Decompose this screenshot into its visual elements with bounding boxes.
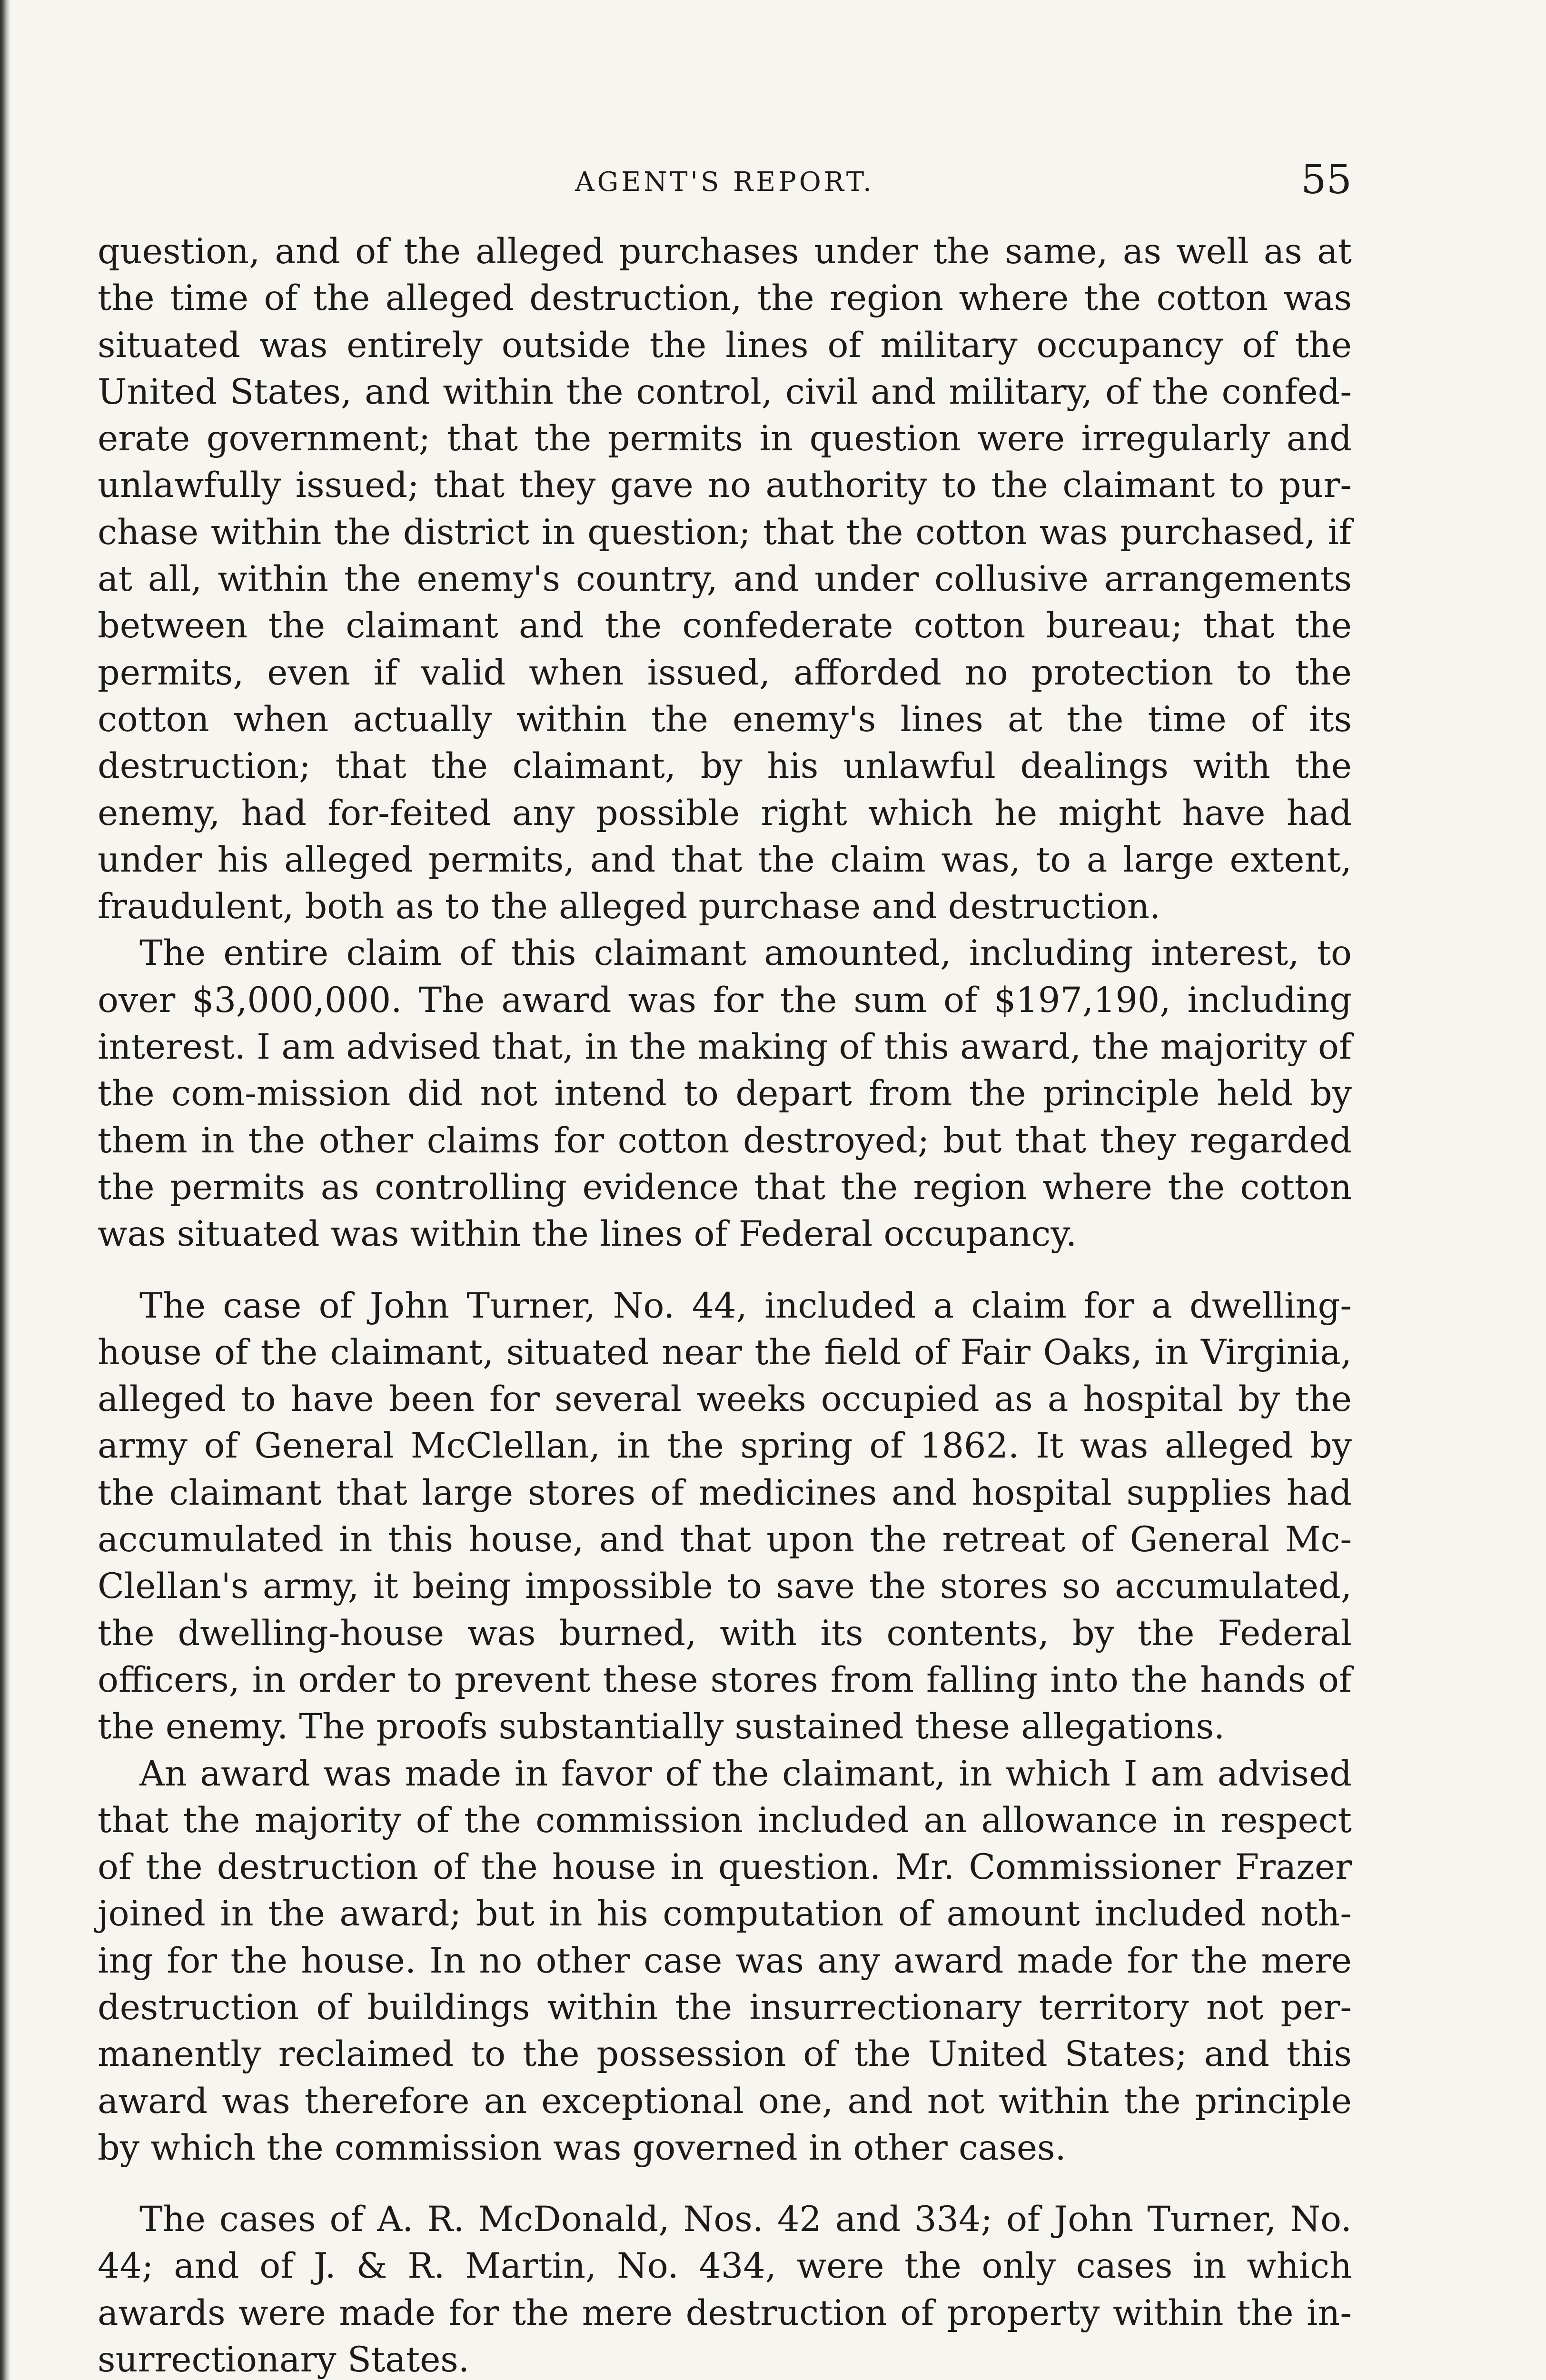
page-binding-edge <box>0 0 10 2380</box>
running-head <box>98 148 1352 209</box>
paragraph-award-amount: The entire claim of this claimant amounted, including interest, to over $3,000,000. The award was for the sum of $197,190, including interest. I am advised that, in the making of this award, the majority of the com-mission did not intend to depart from the principle held by them in the other claims for cotton destroyed; but that they regarded the permits as controlling evidence that the region where the cotton was situated was within the lines of Federal occupancy. <box>98 933 1352 1255</box>
paragraph-summary-cases: The cases of A. R. McDonald, Nos. 42 and 334; of John Turner, No. 44; and of J. & R. Martin, No. 434, were the only cases in which awards were made for the mere destruction of property within the in-surrectionary States. <box>98 2199 1352 2380</box>
running-title: AGENT'S REPORT. <box>575 167 874 198</box>
book-page <box>98 148 1352 2380</box>
paragraph-continuation: question, and of the alleged purchases under the same, as well as at the time of the alleged destruction, the region where the cotton was situated was entirely outside the lines of military occupancy of the United States, and within the control, civil and military, of the confed-erate government; that the permits in question were irregularly and unlawfully issued; that they gave no authority to the claimant to pur-chase within the district in question; that the cotton was purchased, if at all, within the enemy's country, and under collusive arrangements between the claimant and the confederate cotton bureau; that the permits, even if valid when issued, afforded no protection to the cotton when actually within the enemy's lines at the time of its destruction; that the claimant, by his unlawful dealings with the enemy, had for-feited any possible right which he might have had under his alleged permits, and that the claim was, to a large extent, fraudulent, both as to the alleged purchase and destruction. <box>98 231 1352 927</box>
paragraph-turner-award: An award was made in favor of the claimant, in which I am advised that the majority of the commission included an allowance in respect of the destruction of the house in question. Mr. Commissioner Frazer joined in the award; but in his computation of amount included noth-ing for the house. In no other case was any award made for the mere destruction of buildings within the insurrectionary territory not per-manently reclaimed to the possession of the United States; and this award was therefore an exceptional one, and not within the principle by which the commission was governed in other cases. <box>98 1753 1352 2168</box>
page-number: 55 <box>1301 156 1352 203</box>
paragraph-turner-case: The case of John Turner, No. 44, included a claim for a dwelling-house of the claimant, situated near the field of Fair Oaks, in Virginia, alleged to have been for several weeks occupied as a hospital by the army of General McClellan, in the spring of 1862. It was alleged by the claimant that large stores of medicines and hospital supplies had accumulated in this house, and that upon the retreat of General Mc-Clellan's army, it being impossible to save the stores so accumulated, the dwelling-house was burned, with its contents, by the Federal officers, in order to prevent these stores from falling into the hands of the enemy. The proofs substantially sustained these allegations. <box>98 1285 1352 1747</box>
